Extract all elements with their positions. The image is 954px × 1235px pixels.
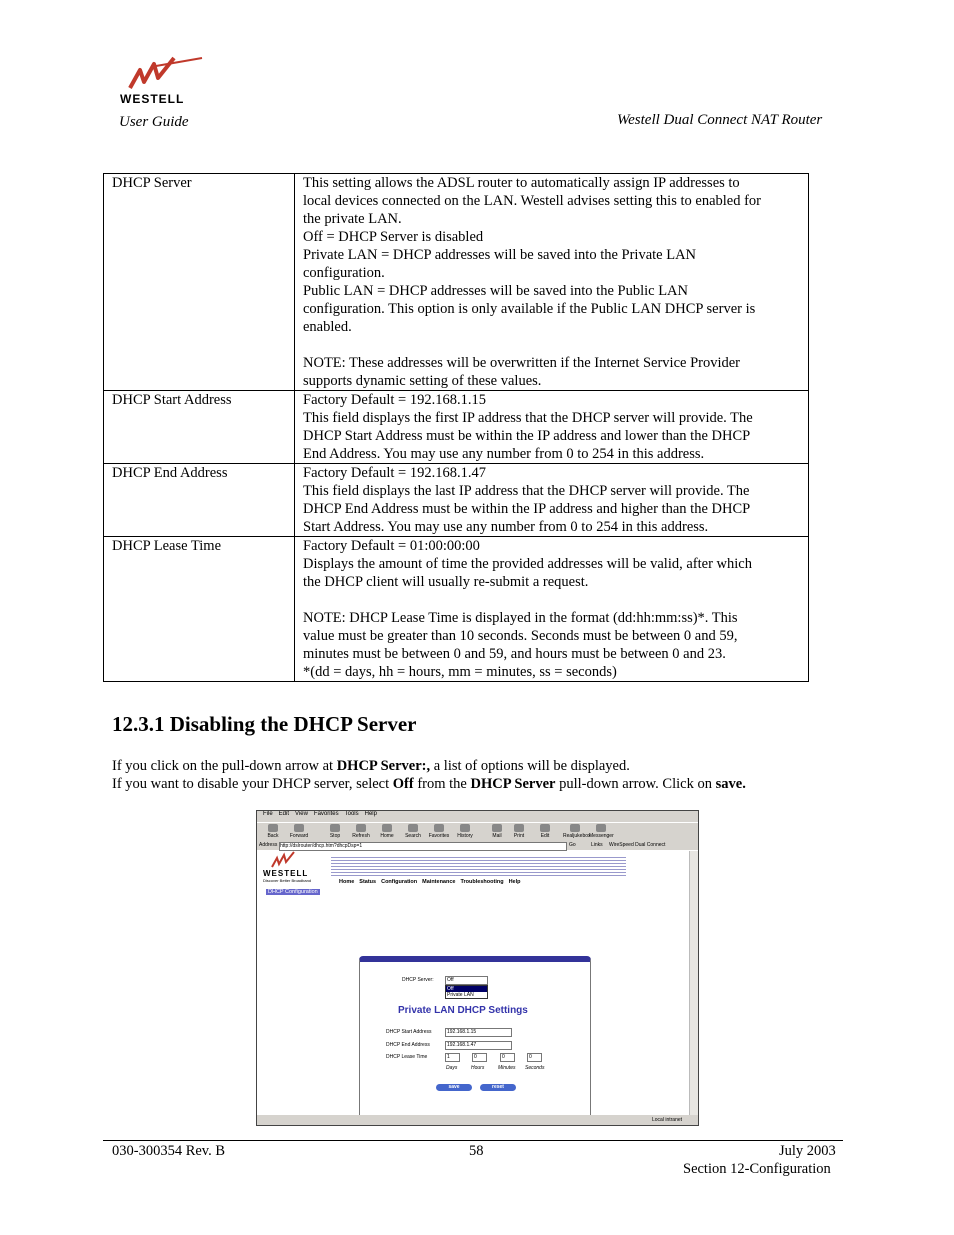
web-nav-item[interactable]: Troubleshooting — [460, 879, 504, 885]
table-row — [104, 464, 809, 537]
toolbar-button[interactable] — [287, 824, 311, 839]
description-line: Start Address. You may use any number from 0 to 254 in this address. — [303, 519, 709, 535]
web-header-stripes — [331, 855, 626, 877]
unit-hours: Hours — [471, 1065, 485, 1071]
description-line: This setting allows the ADSL router to automatically assign IP addresses to — [303, 175, 740, 191]
toolbar-button[interactable] — [453, 824, 477, 839]
toolbar-icon — [294, 824, 304, 832]
toolbar-icon — [408, 824, 418, 832]
toolbar-icon — [460, 824, 470, 832]
toolbar-label: Home — [380, 833, 394, 839]
unit-days: Days — [446, 1065, 458, 1071]
panel-title: Private LAN DHCP Settings — [398, 1005, 528, 1016]
web-nav-item[interactable]: Maintenance — [422, 879, 456, 885]
description-line: This field displays the first IP address that the DHCP server will provide. The — [303, 410, 753, 426]
links-item[interactable]: WireSpeed Dual Connect — [609, 842, 666, 848]
lease-minutes-input[interactable]: 0 — [500, 1053, 515, 1062]
description-line: NOTE: DHCP Lease Time is displayed in the format (dd:hh:mm:ss)*. This — [303, 610, 738, 626]
dropdown-option[interactable]: Private LAN — [447, 992, 474, 998]
table-row — [104, 391, 809, 464]
toolbar-button[interactable] — [375, 824, 399, 839]
lease-label: DHCP Lease Time — [386, 1054, 428, 1060]
go-button[interactable]: Go — [569, 842, 576, 848]
description-line: Private LAN = DHCP addresses will be saved into the Private LAN — [303, 247, 697, 263]
menu-item[interactable]: Tools — [344, 811, 359, 817]
menu-item[interactable]: Favorites — [313, 811, 339, 817]
dropdown-option[interactable]: Off — [446, 986, 487, 992]
description-line: supports dynamic setting of these values. — [303, 373, 542, 389]
unit-minutes: Minutes — [498, 1065, 516, 1071]
address-field[interactable]: http://dslrouter/dhcp.htm?dhcpDsp=1 — [279, 842, 567, 851]
description-line — [303, 591, 808, 609]
end-label: DHCP End Address — [386, 1042, 430, 1048]
toolbar-button[interactable] — [427, 824, 451, 839]
lease-seconds-input[interactable]: 0 — [527, 1053, 542, 1062]
logo-text: WESTELL — [120, 92, 185, 106]
description-line: value must be greater than 10 seconds. Seconds must be between 0 and 59, — [303, 628, 738, 644]
description-line: enabled. — [303, 319, 352, 335]
description-line: the private LAN. — [303, 211, 402, 227]
footer-left: 030-300354 Rev. B — [112, 1143, 226, 1159]
description-line: Factory Default = 192.168.1.47 — [303, 465, 486, 481]
vertical-scrollbar[interactable] — [689, 851, 699, 1115]
browser-screenshot — [256, 810, 699, 1126]
toolbar-label: Stop — [329, 833, 341, 839]
toolbar-button[interactable] — [401, 824, 425, 839]
toolbar-button[interactable] — [589, 824, 613, 839]
reset-button[interactable]: reset — [480, 1084, 516, 1091]
toolbar-icon — [596, 824, 606, 832]
settings-table — [103, 173, 809, 682]
description-line: minutes must be between 0 and 59, and hours must be between 0 and 23. — [303, 646, 726, 662]
description-line: Factory Default = 01:00:00:00 — [303, 538, 480, 554]
header-left: User Guide — [119, 114, 189, 130]
westell-logo-mark — [128, 56, 208, 92]
address-bar — [257, 841, 698, 850]
description-line: Off = DHCP Server is disabled — [303, 229, 484, 245]
toolbar-label: Search — [405, 833, 421, 839]
menu-item[interactable]: Edit — [278, 811, 290, 817]
description-line: DHCP Start Address must be within the IP address and lower than the DHCP — [303, 428, 751, 444]
toolbar-icon — [540, 824, 550, 832]
toolbar-icon — [570, 824, 580, 832]
setting-description — [295, 174, 809, 391]
section-title: 12.3.1 Disabling the DHCP Server — [112, 712, 417, 736]
menu-item[interactable]: View — [295, 811, 308, 817]
page-number: 58 — [469, 1143, 484, 1159]
dhcp-panel — [359, 956, 591, 1120]
paragraph-2: If you want to disable your DHCP server, select Off from the DHCP Server pull-down arrow. Click on save. — [112, 776, 746, 792]
dhcp-dropdown-list — [445, 985, 488, 999]
toolbar-label: Realjukebox — [563, 833, 591, 839]
menu-item[interactable]: Help — [364, 811, 377, 817]
start-label: DHCP Start Address — [386, 1029, 432, 1035]
status-bar — [257, 1115, 698, 1125]
setting-name: DHCP End Address — [104, 464, 295, 537]
toolbar-label: Messenger — [589, 833, 614, 839]
web-nav-item[interactable]: Help — [508, 879, 521, 885]
web-nav-item[interactable]: Status — [359, 879, 377, 885]
toolbar-icon — [356, 824, 366, 832]
setting-description — [295, 537, 809, 682]
description-line: Factory Default = 192.168.1.15 — [303, 392, 486, 408]
toolbar-label: Favorites — [428, 833, 450, 839]
browser-menubar — [257, 811, 698, 822]
setting-name: DHCP Start Address — [104, 391, 295, 464]
description-line: Displays the amount of time the provided addresses will be valid, after which — [303, 556, 752, 572]
web-nav-item[interactable]: Configuration — [381, 879, 418, 885]
toolbar-button[interactable] — [507, 824, 531, 839]
start-address-input[interactable]: 192.168.1.15 — [445, 1028, 512, 1037]
end-address-input[interactable]: 192.168.1.47 — [445, 1041, 512, 1050]
save-button[interactable]: save — [436, 1084, 472, 1091]
setting-name: DHCP Server — [104, 174, 295, 391]
dhcp-server-label: DHCP Server: — [402, 977, 434, 983]
toolbar-label: Edit — [540, 833, 550, 839]
toolbar-label: Mail — [492, 833, 502, 839]
description-line: *(dd = days, hh = hours, mm = minutes, ss = seconds) — [303, 664, 617, 680]
toolbar-icon — [330, 824, 340, 832]
toolbar-button[interactable] — [261, 824, 285, 839]
description-line: Public LAN = DHCP addresses will be saved into the Public LAN — [303, 283, 689, 299]
web-nav-item[interactable]: Home — [339, 879, 355, 885]
setting-description — [295, 391, 809, 464]
description-line: NOTE: These addresses will be overwritten if the Internet Service Provider — [303, 355, 741, 371]
toolbar-icon — [492, 824, 502, 832]
toolbar-button[interactable] — [563, 824, 591, 839]
web-tagline: Discover Better Broadband — [263, 878, 312, 883]
toolbar-label: History — [457, 833, 473, 839]
lease-days-input[interactable]: 1 — [445, 1053, 460, 1062]
footer-date: July 2003 — [779, 1143, 836, 1159]
header-right: Westell Dual Connect NAT Router — [617, 112, 823, 128]
toolbar-label: Forward — [289, 833, 309, 839]
unit-seconds: Seconds — [525, 1065, 545, 1071]
description-line: End Address. You may use any number from 0 to 254 in this address. — [303, 446, 705, 462]
setting-name: DHCP Lease Time — [104, 537, 295, 682]
description-line: local devices connected on the LAN. Westell advises setting this to enabled for — [303, 193, 762, 209]
toolbar-icon — [268, 824, 278, 832]
description-line: DHCP End Address must be within the IP address and higher than the DHCP — [303, 501, 751, 517]
address-label: Address — [259, 842, 278, 848]
toolbar-button[interactable] — [533, 824, 557, 839]
dhcp-config-tag: DHCP Configuration — [268, 889, 318, 895]
links-label[interactable]: Links — [591, 842, 603, 848]
description-line: configuration. — [303, 265, 385, 281]
status-zone: Local intranet — [652, 1117, 683, 1123]
toolbar-icon — [382, 824, 392, 832]
description-line — [303, 336, 808, 354]
web-logo: WESTELL — [263, 869, 309, 878]
paragraph-1: If you click on the pull-down arrow at DHCP Server:, a list of options will be displayed. — [112, 758, 630, 774]
table-row — [104, 537, 809, 682]
toolbar-label: Print — [513, 833, 525, 839]
web-nav — [339, 879, 526, 885]
footer-rule — [103, 1140, 843, 1141]
toolbar-label: Refresh — [352, 833, 370, 839]
setting-description — [295, 464, 809, 537]
toolbar-button[interactable] — [349, 824, 373, 839]
description-line: configuration. This option is only available if the Public LAN DHCP server is — [303, 301, 756, 317]
table-row — [104, 174, 809, 391]
lease-hours-input[interactable]: 0 — [472, 1053, 487, 1062]
footer-section: Section 12-Configuration — [683, 1161, 831, 1177]
description-line: the DHCP client will usually re-submit a request. — [303, 574, 589, 590]
toolbar-icon — [434, 824, 444, 832]
menu-item[interactable]: File — [263, 811, 273, 817]
browser-toolbar — [257, 822, 698, 842]
westell-logo-mark-small — [271, 851, 311, 869]
toolbar-icon — [514, 824, 524, 832]
toolbar-button[interactable] — [323, 824, 347, 839]
toolbar-button[interactable] — [485, 824, 509, 839]
dhcp-server-select[interactable]: Off — [445, 976, 488, 985]
description-line: This field displays the last IP address that the DHCP server will provide. The — [303, 483, 750, 499]
toolbar-label: Back — [267, 833, 279, 839]
